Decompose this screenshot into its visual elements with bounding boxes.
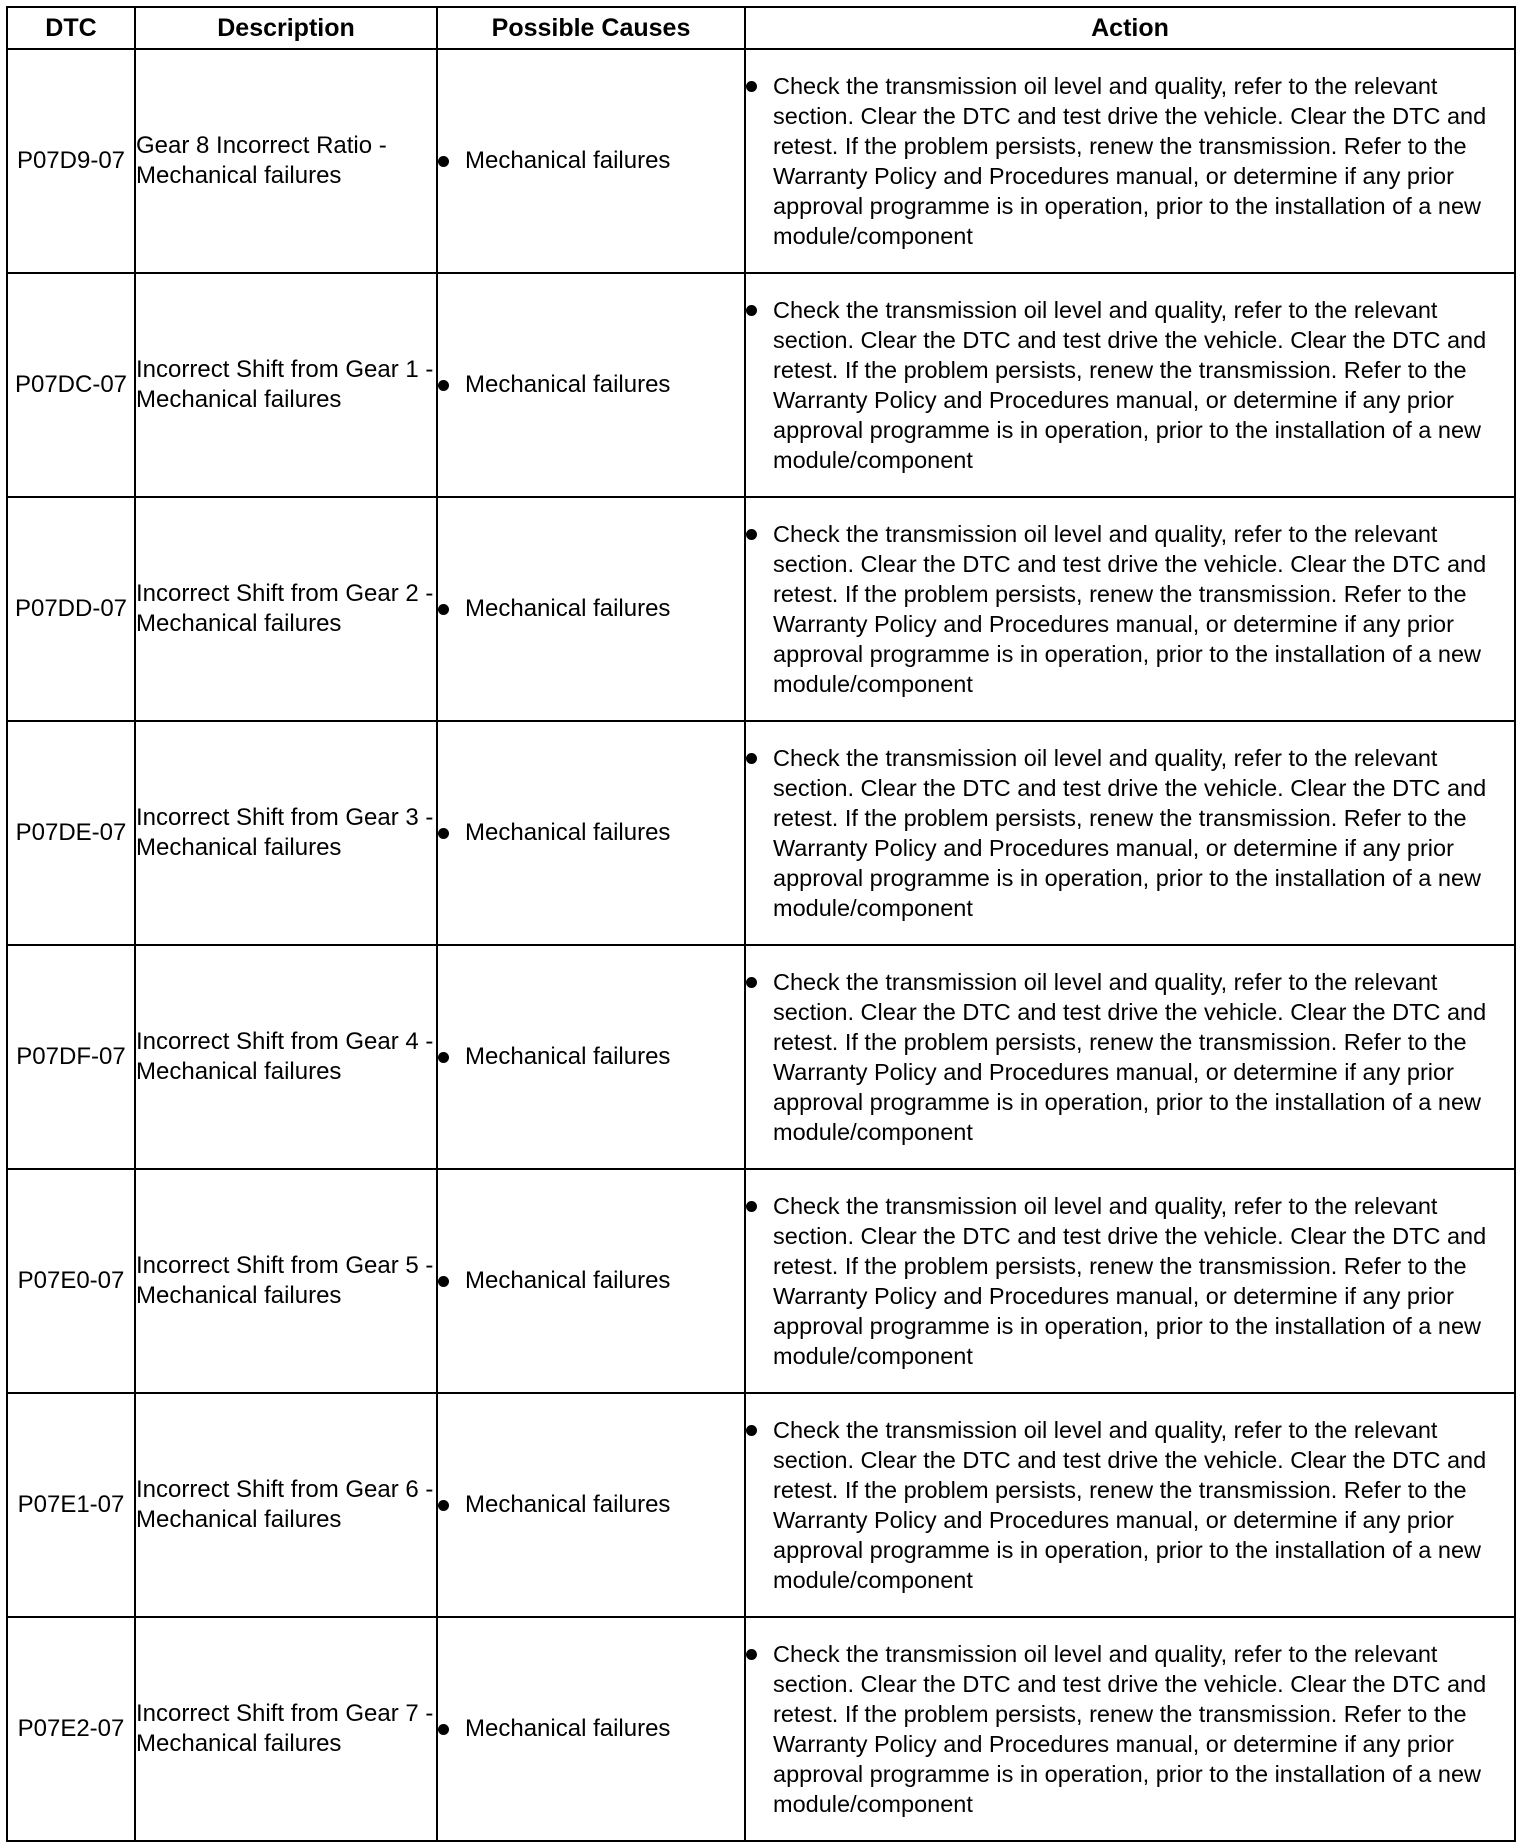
dtc-code: P07DD-07 <box>7 497 135 721</box>
action-item <box>746 295 1514 475</box>
bullet-icon <box>438 1500 449 1511</box>
possible-causes-cell <box>437 1393 745 1617</box>
action-text: Check the transmission oil level and quality, refer to the relevant section. Clear the DTC and test drive the vehicle. Clear the DTC and retest. If the problem persists, renew the transmission. Refer to the Warranty Policy and Procedures manual, or determine if any prior approval programme is in operation, prior to the installation of a new module/component <box>773 745 1487 921</box>
bullet-icon <box>438 604 449 615</box>
description-text: Incorrect Shift from Gear 4 - Mechanical failures <box>135 945 437 1169</box>
bullet-icon <box>746 753 757 764</box>
cause-text: Mechanical failures <box>465 371 671 398</box>
cause-item <box>438 1267 744 1295</box>
bullet-icon <box>438 156 449 167</box>
action-item <box>746 1191 1514 1371</box>
table-row <box>7 1169 1515 1393</box>
dtc-code: P07DF-07 <box>7 945 135 1169</box>
dtc-code: P07DE-07 <box>7 721 135 945</box>
possible-causes-cell <box>437 497 745 721</box>
header-description: Description <box>135 7 437 49</box>
possible-causes-cell <box>437 1617 745 1841</box>
action-item <box>746 71 1514 251</box>
action-text: Check the transmission oil level and quality, refer to the relevant section. Clear the DTC and test drive the vehicle. Clear the DTC and retest. If the problem persists, renew the transmission. Refer to the Warranty Policy and Procedures manual, or determine if any prior approval programme is in operation, prior to the installation of a new module/component <box>773 297 1487 473</box>
table-row <box>7 1617 1515 1841</box>
cause-item <box>438 1043 744 1071</box>
dtc-code: P07DC-07 <box>7 273 135 497</box>
description-text: Incorrect Shift from Gear 7 - Mechanical failures <box>135 1617 437 1841</box>
action-text: Check the transmission oil level and quality, refer to the relevant section. Clear the DTC and test drive the vehicle. Clear the DTC and retest. If the problem persists, renew the transmission. Refer to the Warranty Policy and Procedures manual, or determine if any prior approval programme is in operation, prior to the installation of a new module/component <box>773 73 1487 249</box>
description-text: Gear 8 Incorrect Ratio - Mechanical failures <box>135 49 437 273</box>
dtc-code: P07E1-07 <box>7 1393 135 1617</box>
bullet-icon <box>438 1724 449 1735</box>
header-action: Action <box>745 7 1515 49</box>
bullet-icon <box>746 1425 757 1436</box>
cause-item <box>438 595 744 623</box>
bullet-icon <box>438 380 449 391</box>
cause-item <box>438 1715 744 1743</box>
action-cell <box>745 49 1515 273</box>
possible-causes-cell <box>437 273 745 497</box>
action-cell <box>745 1393 1515 1617</box>
possible-causes-cell <box>437 49 745 273</box>
table-header <box>7 7 1515 49</box>
cause-text: Mechanical failures <box>465 595 671 622</box>
action-text: Check the transmission oil level and quality, refer to the relevant section. Clear the DTC and test drive the vehicle. Clear the DTC and retest. If the problem persists, renew the transmission. Refer to the Warranty Policy and Procedures manual, or determine if any prior approval programme is in operation, prior to the installation of a new module/component <box>773 521 1487 697</box>
possible-causes-cell <box>437 1169 745 1393</box>
bullet-icon <box>746 1201 757 1212</box>
description-text: Incorrect Shift from Gear 1 - Mechanical failures <box>135 273 437 497</box>
description-text: Incorrect Shift from Gear 2 - Mechanical failures <box>135 497 437 721</box>
table-row <box>7 1393 1515 1617</box>
cause-text: Mechanical failures <box>465 147 671 174</box>
table-row <box>7 49 1515 273</box>
bullet-icon <box>746 1649 757 1660</box>
possible-causes-cell <box>437 945 745 1169</box>
description-text: Incorrect Shift from Gear 6 - Mechanical failures <box>135 1393 437 1617</box>
bullet-icon <box>746 305 757 316</box>
action-text: Check the transmission oil level and quality, refer to the relevant section. Clear the DTC and test drive the vehicle. Clear the DTC and retest. If the problem persists, renew the transmission. Refer to the Warranty Policy and Procedures manual, or determine if any prior approval programme is in operation, prior to the installation of a new module/component <box>773 1417 1487 1593</box>
action-cell <box>745 945 1515 1169</box>
cause-item <box>438 147 744 175</box>
table-body <box>7 49 1515 1841</box>
action-item <box>746 1639 1514 1819</box>
table-row <box>7 721 1515 945</box>
cause-text: Mechanical failures <box>465 1043 671 1070</box>
cause-text: Mechanical failures <box>465 1715 671 1742</box>
dtc-code: P07D9-07 <box>7 49 135 273</box>
action-cell <box>745 1169 1515 1393</box>
dtc-table <box>6 6 1516 1842</box>
cause-text: Mechanical failures <box>465 819 671 846</box>
action-item <box>746 743 1514 923</box>
action-item <box>746 1415 1514 1595</box>
action-item <box>746 519 1514 699</box>
action-cell <box>745 497 1515 721</box>
table-row <box>7 945 1515 1169</box>
table-row <box>7 273 1515 497</box>
action-cell <box>745 721 1515 945</box>
bullet-icon <box>746 81 757 92</box>
description-text: Incorrect Shift from Gear 5 - Mechanical failures <box>135 1169 437 1393</box>
possible-causes-cell <box>437 721 745 945</box>
cause-text: Mechanical failures <box>465 1491 671 1518</box>
cause-item <box>438 819 744 847</box>
bullet-icon <box>746 529 757 540</box>
table-row <box>7 497 1515 721</box>
action-text: Check the transmission oil level and quality, refer to the relevant section. Clear the DTC and test drive the vehicle. Clear the DTC and retest. If the problem persists, renew the transmission. Refer to the Warranty Policy and Procedures manual, or determine if any prior approval programme is in operation, prior to the installation of a new module/component <box>773 1641 1487 1817</box>
action-cell <box>745 273 1515 497</box>
action-text: Check the transmission oil level and quality, refer to the relevant section. Clear the DTC and test drive the vehicle. Clear the DTC and retest. If the problem persists, renew the transmission. Refer to the Warranty Policy and Procedures manual, or determine if any prior approval programme is in operation, prior to the installation of a new module/component <box>773 969 1487 1145</box>
cause-item <box>438 1491 744 1519</box>
description-text: Incorrect Shift from Gear 3 - Mechanical failures <box>135 721 437 945</box>
dtc-code: P07E0-07 <box>7 1169 135 1393</box>
cause-text: Mechanical failures <box>465 1267 671 1294</box>
header-row <box>7 7 1515 49</box>
action-text: Check the transmission oil level and quality, refer to the relevant section. Clear the DTC and test drive the vehicle. Clear the DTC and retest. If the problem persists, renew the transmission. Refer to the Warranty Policy and Procedures manual, or determine if any prior approval programme is in operation, prior to the installation of a new module/component <box>773 1193 1487 1369</box>
bullet-icon <box>438 1276 449 1287</box>
bullet-icon <box>746 977 757 988</box>
bullet-icon <box>438 828 449 839</box>
dtc-code: P07E2-07 <box>7 1617 135 1841</box>
header-possible-causes: Possible Causes <box>437 7 745 49</box>
cause-item <box>438 371 744 399</box>
bullet-icon <box>438 1052 449 1063</box>
action-cell <box>745 1617 1515 1841</box>
header-dtc: DTC <box>7 7 135 49</box>
action-item <box>746 967 1514 1147</box>
